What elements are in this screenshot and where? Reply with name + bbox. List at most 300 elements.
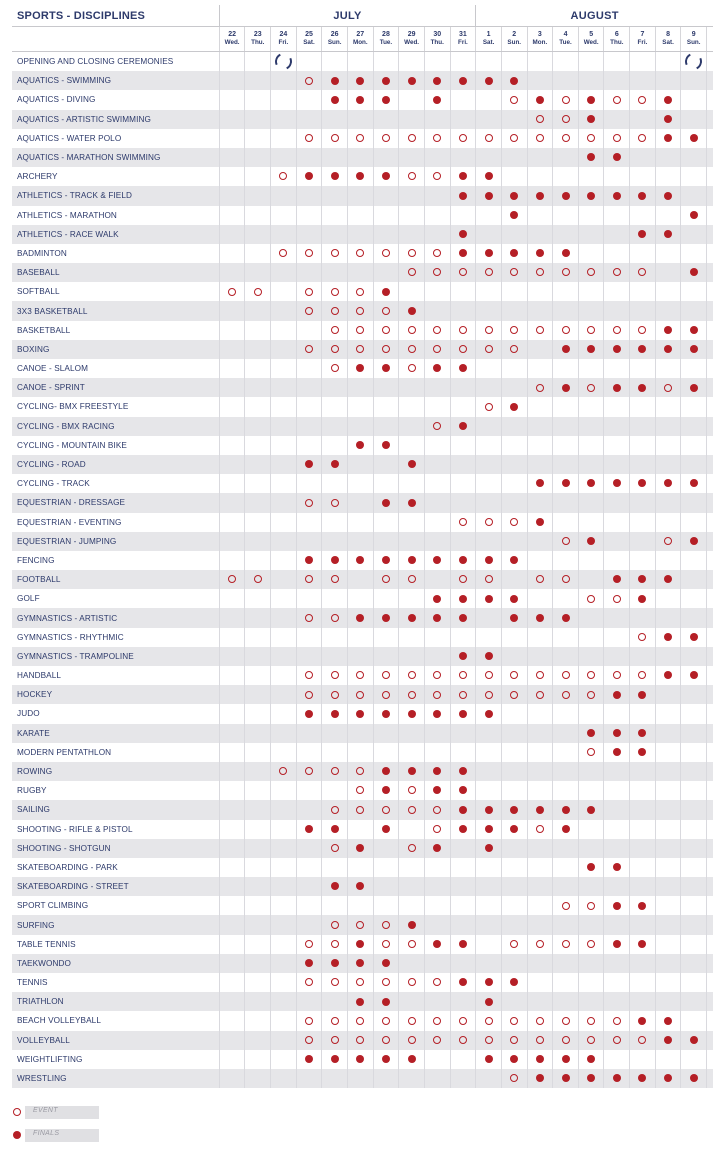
event-open-circle-icon [408, 172, 416, 180]
schedule-cell [296, 896, 322, 915]
schedule-cell [527, 762, 553, 781]
schedule-cell [347, 954, 373, 973]
schedule-cell [527, 90, 553, 109]
schedule-cell [655, 762, 681, 781]
schedule-cell [450, 954, 476, 973]
schedule-cell [527, 704, 553, 723]
final-filled-circle-icon [510, 192, 518, 200]
schedule-cell [553, 110, 579, 129]
schedule-cell [553, 1011, 579, 1030]
schedule-cell-pad [707, 781, 713, 800]
schedule-cell [604, 570, 630, 589]
schedule-cell [347, 570, 373, 589]
final-filled-circle-icon [613, 479, 621, 487]
schedule-cell [501, 877, 527, 896]
schedule-cell [630, 704, 656, 723]
final-filled-circle-icon [664, 671, 672, 679]
schedule-cell [271, 493, 297, 512]
day-weekday: Sat. [303, 39, 315, 46]
event-open-circle-icon [459, 326, 467, 334]
schedule-cell [347, 263, 373, 282]
schedule-cell [527, 359, 553, 378]
day-weekday: Fri. [637, 39, 648, 46]
event-open-circle-icon [254, 575, 262, 583]
table-row [12, 762, 713, 781]
schedule-cell [450, 474, 476, 493]
schedule-cell [476, 820, 502, 839]
schedule-cell [630, 71, 656, 90]
schedule-cell [681, 148, 707, 167]
schedule-cell [424, 455, 450, 474]
table-row [12, 839, 713, 858]
schedule-cell [604, 378, 630, 397]
schedule-cell [501, 167, 527, 186]
schedule-cell [271, 110, 297, 129]
sport-name: WRESTLING [12, 1069, 219, 1088]
schedule-cell [501, 666, 527, 685]
schedule-cell [219, 704, 245, 723]
schedule-cell [296, 704, 322, 723]
final-filled-circle-icon [459, 172, 467, 180]
final-filled-circle-icon [459, 940, 467, 948]
schedule-cell-pad [707, 397, 713, 416]
event-open-circle-icon [331, 844, 339, 852]
schedule-cell [322, 839, 348, 858]
schedule-cell [245, 321, 271, 340]
schedule-cell [296, 839, 322, 858]
final-filled-circle-icon [382, 614, 390, 622]
schedule-cell [347, 148, 373, 167]
schedule-cell [296, 129, 322, 148]
schedule-cell [630, 551, 656, 570]
final-filled-circle-icon [638, 192, 646, 200]
schedule-cell [424, 263, 450, 282]
schedule-cell [424, 301, 450, 320]
schedule-cell [373, 1031, 399, 1050]
schedule-cell [655, 551, 681, 570]
schedule-cell [347, 474, 373, 493]
schedule-cell [630, 1069, 656, 1088]
schedule-cell [245, 225, 271, 244]
schedule-cell-pad [707, 839, 713, 858]
schedule-cell [553, 935, 579, 954]
schedule-cell [296, 455, 322, 474]
schedule-cell [424, 762, 450, 781]
table-row [12, 743, 713, 762]
schedule-cell [399, 685, 425, 704]
schedule-cell [630, 973, 656, 992]
schedule-cell [245, 301, 271, 320]
table-row [12, 954, 713, 973]
sport-name: GYMNASTICS - ARTISTIC [12, 608, 219, 627]
schedule-cell [271, 186, 297, 205]
table-row [12, 321, 713, 340]
schedule-cell [373, 973, 399, 992]
schedule-cell [245, 397, 271, 416]
schedule-cell [322, 820, 348, 839]
schedule-cell [399, 417, 425, 436]
schedule-cell [630, 1050, 656, 1069]
day-weekday: Wed. [224, 39, 240, 46]
schedule-cell [604, 724, 630, 743]
final-filled-circle-icon [382, 710, 390, 718]
schedule-cell [219, 263, 245, 282]
schedule-cell [219, 820, 245, 839]
event-open-circle-icon [305, 288, 313, 296]
final-filled-circle-icon [459, 556, 467, 564]
schedule-cell [450, 110, 476, 129]
schedule-cell [322, 321, 348, 340]
final-filled-circle-icon [690, 479, 698, 487]
schedule-cell [553, 896, 579, 915]
final-filled-circle-icon [382, 998, 390, 1006]
schedule-cell [578, 513, 604, 532]
event-open-circle-icon [408, 1017, 416, 1025]
schedule-cell [424, 474, 450, 493]
final-filled-circle-icon [690, 384, 698, 392]
schedule-cell [322, 666, 348, 685]
schedule-cell [322, 896, 348, 915]
event-open-circle-icon [433, 268, 441, 276]
schedule-cell [245, 704, 271, 723]
final-filled-circle-icon [433, 614, 441, 622]
schedule-cell [527, 915, 553, 934]
schedule-cell [373, 417, 399, 436]
schedule-cell [501, 129, 527, 148]
schedule-cell [553, 820, 579, 839]
schedule-cell [604, 167, 630, 186]
schedule-cell [655, 608, 681, 627]
schedule-cell [322, 1050, 348, 1069]
schedule-cell [399, 90, 425, 109]
event-open-circle-icon [331, 288, 339, 296]
schedule-cell [424, 743, 450, 762]
schedule-cell [681, 282, 707, 301]
month-header-august: AUGUST [476, 5, 713, 27]
schedule-cell [553, 954, 579, 973]
table-row [12, 724, 713, 743]
event-open-circle-icon [510, 691, 518, 699]
schedule-cell [347, 493, 373, 512]
schedule-cell [604, 608, 630, 627]
schedule-cell [501, 282, 527, 301]
schedule-cell [322, 513, 348, 532]
schedule-cell [476, 858, 502, 877]
schedule-cell [630, 820, 656, 839]
schedule-cell [347, 186, 373, 205]
schedule-cell [476, 1011, 502, 1030]
schedule-cell [578, 724, 604, 743]
event-open-circle-icon [638, 671, 646, 679]
schedule-cell [219, 1069, 245, 1088]
schedule-cell [450, 704, 476, 723]
schedule-cell [347, 628, 373, 647]
schedule-cell [681, 1069, 707, 1088]
schedule-cell [604, 532, 630, 551]
schedule-cell [655, 877, 681, 896]
table-row [12, 858, 713, 877]
final-filled-circle-icon [485, 844, 493, 852]
final-filled-circle-icon [536, 614, 544, 622]
day-number: 28 [382, 31, 390, 38]
event-open-circle-icon [485, 518, 493, 526]
schedule-cell [373, 935, 399, 954]
event-open-circle-icon [305, 249, 313, 257]
schedule-cell [271, 455, 297, 474]
schedule-cell-pad [707, 167, 713, 186]
schedule-cell [476, 513, 502, 532]
schedule-cell [655, 685, 681, 704]
schedule-cell [681, 954, 707, 973]
final-filled-circle-icon [587, 479, 595, 487]
schedule-cell [578, 206, 604, 225]
schedule-cell [501, 589, 527, 608]
event-open-circle-icon [305, 77, 313, 85]
event-open-circle-icon [638, 96, 646, 104]
schedule-cell [219, 225, 245, 244]
schedule-cell [655, 666, 681, 685]
final-filled-circle-icon [305, 460, 313, 468]
schedule-cell-pad [707, 973, 713, 992]
schedule-cell [501, 493, 527, 512]
schedule-cell [219, 1031, 245, 1050]
sport-name: FENCING [17, 555, 55, 565]
schedule-cell [553, 973, 579, 992]
sport-name: CYCLING - ROAD [12, 455, 219, 474]
final-filled-circle-icon [690, 537, 698, 545]
schedule-cell [347, 1050, 373, 1069]
event-open-circle-icon [331, 691, 339, 699]
schedule-cell [553, 263, 579, 282]
schedule-cell [322, 704, 348, 723]
schedule-cell [424, 820, 450, 839]
table-row [12, 896, 713, 915]
final-filled-circle-icon [510, 806, 518, 814]
event-open-circle-icon [331, 575, 339, 583]
schedule-cell [501, 148, 527, 167]
schedule-cell [655, 513, 681, 532]
day-header [501, 27, 527, 52]
final-filled-circle-icon [510, 403, 518, 411]
table-row [12, 1031, 713, 1050]
schedule-cell [399, 148, 425, 167]
final-filled-circle-icon [382, 172, 390, 180]
final-filled-circle-icon [331, 959, 339, 967]
day-number: 2 [512, 31, 517, 38]
final-filled-circle-icon [613, 902, 621, 910]
schedule-cell [578, 704, 604, 723]
final-filled-circle-icon [433, 940, 441, 948]
sport-name: HOCKEY [12, 685, 219, 704]
legend-final-label: FINALS [33, 1130, 60, 1137]
table-row [12, 685, 713, 704]
schedule-cell [347, 685, 373, 704]
final-filled-circle-icon [459, 230, 467, 238]
schedule-cell [450, 839, 476, 858]
table-row [12, 1011, 713, 1030]
schedule-cell [219, 628, 245, 647]
schedule-cell [373, 378, 399, 397]
schedule-cell [245, 896, 271, 915]
final-filled-circle-icon [356, 364, 364, 372]
day-number: 7 [640, 31, 645, 38]
schedule-cell [245, 110, 271, 129]
schedule-cell [527, 954, 553, 973]
schedule-cell [245, 359, 271, 378]
event-open-circle-icon [305, 940, 313, 948]
schedule-cell [373, 762, 399, 781]
event-open-circle-icon [638, 326, 646, 334]
final-filled-circle-icon [638, 691, 646, 699]
schedule-cell [347, 167, 373, 186]
event-open-circle-icon [536, 1017, 544, 1025]
schedule-cell [681, 608, 707, 627]
schedule-cell [681, 186, 707, 205]
final-filled-circle-icon [562, 249, 570, 257]
schedule-cell [527, 436, 553, 455]
final-filled-circle-icon [536, 1074, 544, 1082]
schedule-cell [476, 455, 502, 474]
schedule-cell [578, 992, 604, 1011]
schedule-cell [271, 321, 297, 340]
schedule-cell [271, 666, 297, 685]
table-row [12, 628, 713, 647]
schedule-cell [604, 90, 630, 109]
schedule-cell [322, 743, 348, 762]
schedule-cell [604, 954, 630, 973]
schedule-cell [655, 724, 681, 743]
schedule-cell [578, 436, 604, 455]
schedule-cell [271, 282, 297, 301]
sport-name: KARATE [12, 724, 219, 743]
schedule-cell [322, 71, 348, 90]
schedule-cell [655, 52, 681, 72]
schedule-cell [424, 704, 450, 723]
schedule-cell [476, 244, 502, 263]
schedule-cell [450, 800, 476, 819]
schedule-cell [578, 781, 604, 800]
schedule-cell-pad [707, 551, 713, 570]
schedule-cell [450, 263, 476, 282]
schedule-cell [271, 858, 297, 877]
schedule-cell [655, 839, 681, 858]
schedule-cell [219, 647, 245, 666]
final-filled-circle-icon [485, 556, 493, 564]
event-open-circle-icon [433, 326, 441, 334]
schedule-cell [450, 71, 476, 90]
schedule-cell [604, 244, 630, 263]
schedule-cell [271, 992, 297, 1011]
sport-name: 3X3 BASKETBALL [12, 301, 219, 320]
event-open-circle-icon [356, 691, 364, 699]
sport-name: FOOTBALL [12, 570, 219, 589]
event-open-circle-icon [408, 249, 416, 257]
schedule-cell [322, 167, 348, 186]
final-filled-circle-icon [382, 499, 390, 507]
schedule-cell [501, 71, 527, 90]
event-open-circle-icon [279, 767, 287, 775]
sport-name: EQUESTRIAN - JUMPING [12, 532, 219, 551]
schedule-cell [373, 71, 399, 90]
schedule-cell [553, 513, 579, 532]
schedule-cell [578, 90, 604, 109]
schedule-cell [373, 820, 399, 839]
schedule-cell [578, 186, 604, 205]
schedule-cell [476, 532, 502, 551]
schedule-cell [373, 915, 399, 934]
schedule-cell-pad [707, 800, 713, 819]
schedule-cell [373, 167, 399, 186]
schedule-cell [296, 724, 322, 743]
schedule-cell [630, 685, 656, 704]
schedule-cell [501, 206, 527, 225]
final-filled-circle-icon [408, 460, 416, 468]
final-filled-circle-icon [433, 767, 441, 775]
final-filled-circle-icon [510, 978, 518, 986]
final-filled-circle-icon [13, 1131, 21, 1139]
schedule-cell [271, 570, 297, 589]
event-open-circle-icon [638, 1036, 646, 1044]
schedule-cell [219, 762, 245, 781]
schedule-cell [219, 781, 245, 800]
schedule-cell [219, 858, 245, 877]
schedule-cell [424, 992, 450, 1011]
event-open-circle-icon [459, 134, 467, 142]
schedule-cell [527, 973, 553, 992]
schedule-cell [271, 474, 297, 493]
final-filled-circle-icon [382, 77, 390, 85]
event-open-circle-icon [331, 767, 339, 775]
final-filled-circle-icon [433, 77, 441, 85]
schedule-cell [655, 570, 681, 589]
schedule-cell [399, 397, 425, 416]
schedule-cell-pad [707, 1011, 713, 1030]
schedule-cell [271, 359, 297, 378]
final-filled-circle-icon [408, 556, 416, 564]
schedule-cell [245, 839, 271, 858]
schedule-cell [527, 1011, 553, 1030]
schedule-cell [373, 954, 399, 973]
final-filled-circle-icon [408, 921, 416, 929]
final-filled-circle-icon [356, 959, 364, 967]
schedule-cell [399, 608, 425, 627]
table-row [12, 992, 713, 1011]
schedule-cell [245, 186, 271, 205]
schedule-cell [245, 589, 271, 608]
schedule-cell [399, 436, 425, 455]
sport-name: CYCLING - BMX RACING [12, 417, 219, 436]
event-open-circle-icon [459, 268, 467, 276]
final-filled-circle-icon [690, 345, 698, 353]
schedule-cell [527, 992, 553, 1011]
schedule-cell [553, 570, 579, 589]
sport-name: CANOE - SPRINT [12, 378, 219, 397]
schedule-cell [553, 186, 579, 205]
schedule-cell [322, 263, 348, 282]
schedule-cell-pad [707, 896, 713, 915]
final-filled-circle-icon [638, 1017, 646, 1025]
schedule-cell [655, 244, 681, 263]
schedule-cell [553, 532, 579, 551]
schedule-cell [681, 800, 707, 819]
schedule-cell [399, 186, 425, 205]
schedule-cell [578, 570, 604, 589]
schedule-cell [245, 743, 271, 762]
schedule-cell [476, 378, 502, 397]
schedule-cell [424, 148, 450, 167]
schedule-cell [681, 685, 707, 704]
schedule-cell [655, 110, 681, 129]
